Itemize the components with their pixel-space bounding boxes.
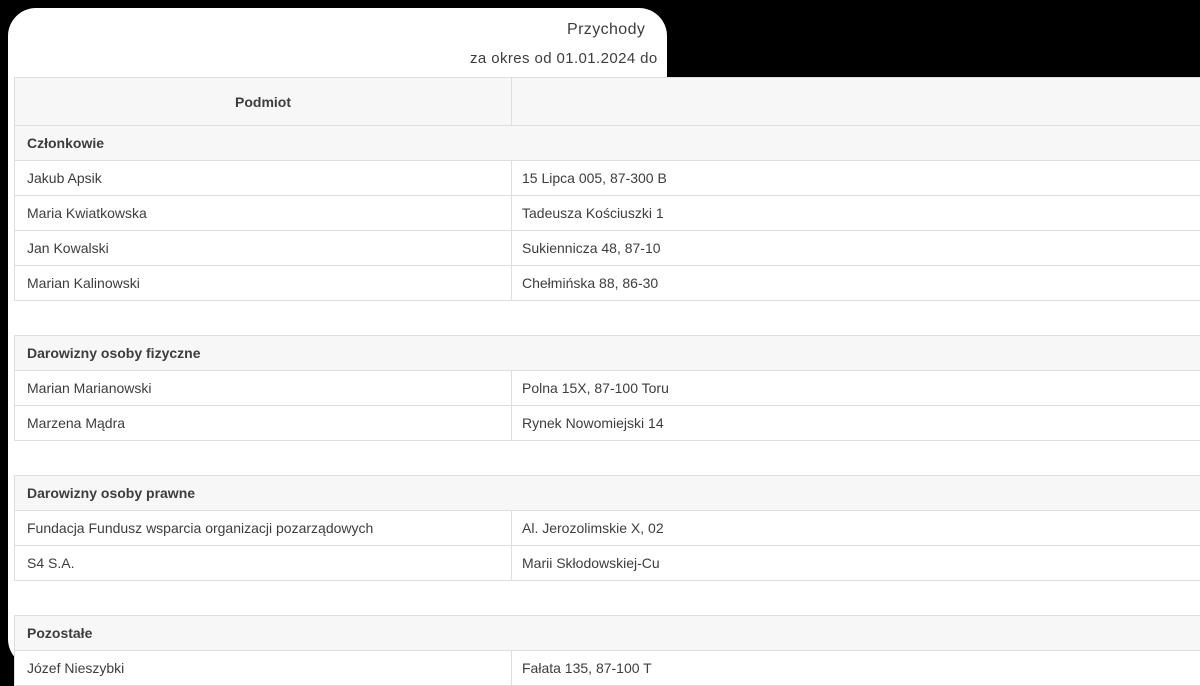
table-row	[14, 651, 1200, 686]
column-header-address	[511, 78, 1200, 125]
podmiot-cell: Marian Marianowski	[27, 380, 152, 396]
table-header-row	[14, 78, 1200, 126]
section-label: Pozostałe	[27, 625, 93, 641]
address-cell: Sukiennicza 48, 87-10	[511, 231, 1200, 265]
address-cell: 15 Lipca 005, 87-300 B	[511, 161, 1200, 195]
report-title: Przychody	[567, 21, 646, 38]
address-cell: Marii Skłodowskiej-Cu	[511, 546, 1200, 580]
address-cell: Fałata 135, 87-100 T	[511, 651, 1200, 685]
table-row	[14, 231, 1200, 266]
section-header-row	[14, 126, 1200, 161]
address-cell: Tadeusza Kościuszki 1	[511, 196, 1200, 230]
section-label: Darowizny osoby fizyczne	[27, 345, 201, 361]
podmiot-cell: Jan Kowalski	[27, 240, 109, 256]
podmiot-cell: Marian Kalinowski	[27, 275, 140, 291]
podmiot-cell: S4 S.A.	[27, 555, 75, 571]
table-row	[14, 161, 1200, 196]
table-row	[14, 406, 1200, 441]
podmiot-cell: Jakub Apsik	[27, 170, 102, 186]
report-page	[8, 8, 669, 676]
section-label: Członkowie	[27, 135, 105, 151]
column-header-podmiot: Podmiot	[235, 93, 291, 110]
podmiot-cell: Józef Nieszybki	[27, 660, 125, 676]
podmiot-cell: Fundacja Fundusz wsparcia organizacji pozarządowych	[27, 520, 374, 536]
podmiot-cell: Marzena Mądra	[27, 415, 126, 431]
table-row	[14, 546, 1200, 581]
address-cell: Chełmińska 88, 86-30	[511, 266, 1200, 300]
section-header-row	[14, 616, 1200, 651]
podmiot-cell: Maria Kwiatkowska	[27, 205, 147, 221]
address-cell: Polna 15X, 87-100 Toru	[511, 371, 1200, 405]
section-gap	[14, 301, 1200, 336]
table-row	[14, 196, 1200, 231]
section-label: Darowizny osoby prawne	[27, 485, 196, 501]
table-row	[14, 371, 1200, 406]
address-cell: Al. Jerozolimskie X, 02	[511, 511, 1200, 545]
address-cell: Rynek Nowomiejski 14	[511, 406, 1200, 440]
table-row	[14, 511, 1200, 546]
report-period-subtitle: za okres od 01.01.2024 do	[470, 50, 658, 67]
section-gap	[14, 581, 1200, 616]
table-body	[14, 126, 1200, 686]
section-header-row	[14, 476, 1200, 511]
section-gap	[14, 441, 1200, 476]
table-row	[14, 266, 1200, 301]
revenue-table	[14, 77, 1200, 686]
section-header-row	[14, 336, 1200, 371]
